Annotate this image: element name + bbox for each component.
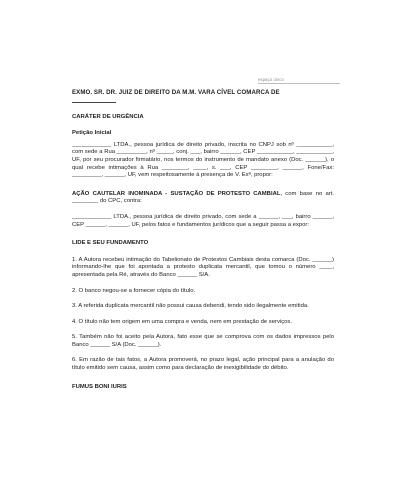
stamp-field: espaço único	[258, 77, 340, 84]
urgency-heading: CARÁTER DE URGÊNCIA	[72, 113, 144, 120]
fact-paragraph: 4. O título não tem origem em uma compra e venda, nem em prestação de serviços.	[72, 318, 293, 325]
fact-paragraph: 2. O banco negou-se a fornecer cópia do título.	[72, 287, 196, 294]
action-rest: , com base no art. ________ do CPC, contra:	[72, 190, 334, 205]
action-heading: AÇÃO CAUTELAR INOMINADA - SUSTAÇÃO DE PROTESTO CAMBIAL	[72, 190, 281, 197]
document-title: EXMO. SR. DR. JUIZ DE DIREITO DA M.M. VARA CÍVEL COMARCA DE	[72, 89, 280, 96]
document-body	[72, 89, 334, 400]
fact-paragraph: 3. A referida duplicata mercantil não possui causa debendi, tendo sido ilegalmente emitida.	[72, 303, 309, 310]
fact-paragraph: 5. Também não foi aceito pela Autora, fato esse que se comprova com os dados impressos pelo Banco ______ S/A (Doc. ______).	[72, 334, 334, 348]
title-underline	[72, 102, 116, 103]
defendant-paragraph: ____________ LTDA., pessoa jurídica de direito privado, com sede a ______, ___, bairro ______, CEP ______, ______, UF, pelos fatos e fundamentos jurídicos que a seguir passa a expor:	[72, 213, 334, 228]
fact-paragraph: 6. Em razão de tais fatos, a Autora promoverá, no prazo legal, ação principal para a anulação do título emitido sem causa, assim como para declaração de inexigibilidade do débito.	[72, 357, 334, 372]
fumus-heading: FUMUS BONI IURIS	[72, 383, 127, 390]
action-paragraph	[72, 191, 334, 206]
parties-paragraph: ____________ LTDA., pessoa jurídica de direito privado, inscrita no CNPJ sob nº ___________, com sede a Rua _________, nº _____, conj. ___, bairro ______, CEP ___________, ___________, UF, por seu procurador firmatário, nos termos do instrumento de mandato anexo (Doc. ______), o qual recebe intimações à Rua ________, ____, s. ___, CEP ________, ______, Fone/Fax: _________, ______, UF, vem respeitosamente à presença de V. Exª, propor:	[72, 141, 334, 179]
initial-petition-heading: Petição Inicial	[72, 130, 112, 137]
dispute-heading: LIDE E SEU FUNDAMENTO	[72, 240, 149, 247]
fact-paragraph: 1. A Autora recebeu intimação do Tabelionato de Protestos Cambiais desta comarca (Doc. ______) informando-lhe que foi apontada a protesto duplicata mercantil, que tomou o número ____, apresentada pela Ré, através do Banco ______ S/A.	[72, 256, 334, 278]
